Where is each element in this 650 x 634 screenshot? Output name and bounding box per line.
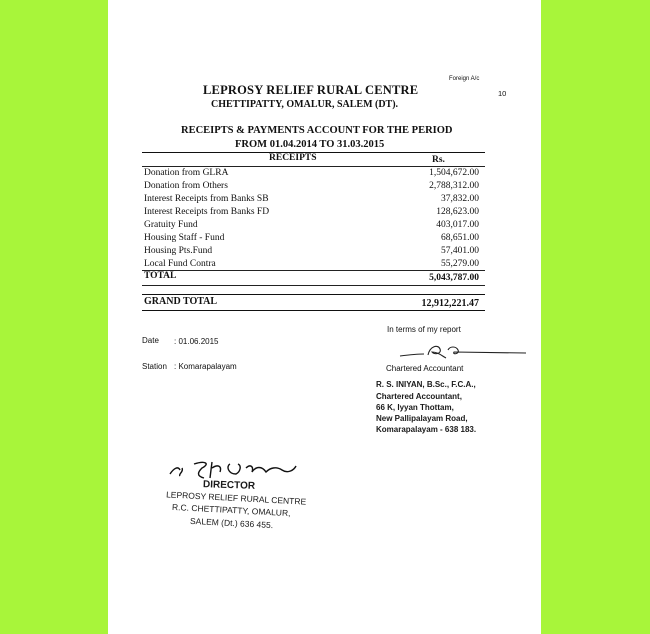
total-amount: 5,043,787.00 [429,273,479,283]
grand-total-amount: 12,912,221.47 [421,298,479,309]
grand-total-bottom-rule [142,310,485,311]
ca-stamp-line-3: 66 K, Iyyan Thottam, [376,403,454,412]
org-name: LEPROSY RELIEF RURAL CENTRE [203,83,419,97]
date-value: : 01.06.2015 [174,337,219,346]
report-note: In terms of my report [387,325,461,334]
row-amount-7: 57,401.00 [441,246,479,256]
total-top-rule [142,270,485,271]
station-label: Station [142,362,167,371]
row-amount-6: 68,651.00 [441,233,479,243]
director-signature-icon [166,456,316,482]
period: FROM 01.04.2014 TO 31.03.2015 [235,139,385,150]
row-label-5: Gratuity Fund [144,220,198,230]
row-label-1: Donation from GLRA [144,168,229,178]
total-bottom-rule [142,285,485,286]
row-amount-3: 37,832.00 [441,194,479,204]
row-label-7: Housing Pts.Fund [144,246,213,256]
row-label-8: Local Fund Contra [144,259,216,269]
director-stamp-line-3: R.C. CHETTIPATTY, OMALUR, [171,501,291,519]
ca-stamp-line-1: R. S. INIYAN, B.Sc., F.C.A., [376,380,476,389]
row-amount-2: 2,788,312.00 [429,181,479,191]
total-label: TOTAL [144,271,177,281]
director-stamp-line-2: LEPROSY RELIEF RURAL CENTRE [165,489,307,507]
ca-stamp-line-5: Komarapalayam - 638 183. [376,425,477,434]
row-label-6: Housing Staff - Fund [144,233,225,243]
statement-title: RECEIPTS & PAYMENTS ACCOUNT FOR THE PERIOD [181,125,453,136]
row-label-3: Interest Receipts from Banks SB [144,194,269,204]
ca-signature-icon [398,340,528,362]
row-amount-4: 128,623.00 [436,207,479,217]
org-address: CHETTIPATTY, OMALUR, SALEM (DT). [211,99,399,110]
row-label-2: Donation from Others [144,181,228,191]
page-number: 10 [498,89,507,98]
row-amount-8: 55,279.00 [441,259,479,269]
row-amount-1: 1,504,672.00 [429,168,479,178]
station-value: : Komarapalayam [174,362,237,371]
col-amount-header: Rs. [432,155,445,165]
col-receipts-header: RECEIPTS [269,153,317,163]
director-stamp-line-4: SALEM (Dt.) 636 455. [189,515,274,531]
ca-title: Chartered Accountant [386,364,464,373]
grand-total-top-rule [142,294,485,295]
row-amount-5: 403,017.00 [436,220,479,230]
row-label-4: Interest Receipts from Banks FD [144,207,270,217]
director-stamp-line-1: DIRECTOR [202,479,256,492]
date-label: Date [142,336,159,345]
corner-note: Foreign A/c [449,76,480,82]
ca-stamp-line-2: Chartered Accountant, [376,392,462,401]
grand-total-label: GRAND TOTAL [144,296,218,307]
document-page [108,0,541,634]
ca-stamp-line-4: New Pallipalayam Road, [376,414,468,423]
table-header-rule [142,166,485,167]
